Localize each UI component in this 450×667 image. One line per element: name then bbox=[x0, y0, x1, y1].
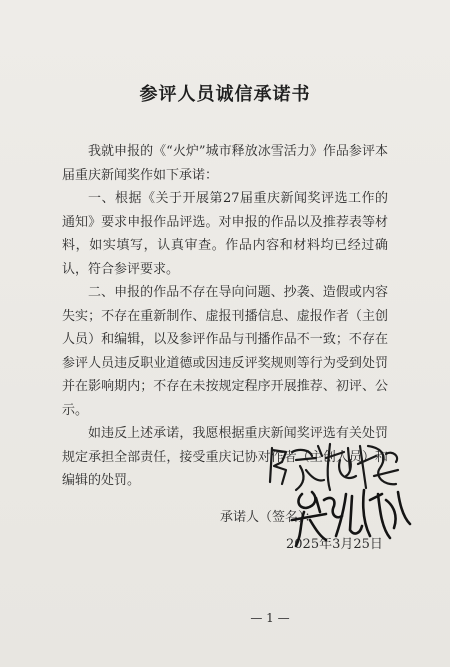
page-number: — 1 — bbox=[250, 611, 290, 625]
signature-label: 承诺人（签名）： bbox=[220, 510, 318, 525]
paragraph-point-2: 二、申报的作品不存在导向问题、抄袭、造假或内容失实；不存在重新制作、虚报刊播信息、虚报作者（主创人员）和编辑，以及参评作品与刊播作品不一致；不存在参评人员违反职业道德或因违反评奖规则等行为受到处罚并在影响期内；不存在未按规定程序开展推荐、初评、公示。 bbox=[62, 285, 388, 418]
document-title: 参评人员诚信承诺书 bbox=[139, 84, 311, 105]
signature-date: 2025年3月25日 bbox=[286, 537, 383, 552]
handwritten-signature-2 bbox=[292, 490, 410, 546]
paragraph-closing: 如违反上述承诺，我愿根据重庆新闻奖评选有关处罚规定承担全部责任，接受重庆记协对作者（主创人员）和编辑的处罚。 bbox=[62, 426, 388, 488]
paragraph-point-1: 一、根据《关于开展第27届重庆新闻奖评选工作的通知》要求申报作品评选。对申报的作品以及推荐表等材料，如实填写，认真审查。作品内容和材料均已经过确认，符合参评要求。 bbox=[62, 191, 388, 277]
handwritten-signature-1 bbox=[270, 444, 398, 490]
paragraph-intro: 我就申报的《“火炉”城市释放冰雪活力》作品参评本届重庆新闻奖作如下承诺： bbox=[62, 144, 388, 183]
